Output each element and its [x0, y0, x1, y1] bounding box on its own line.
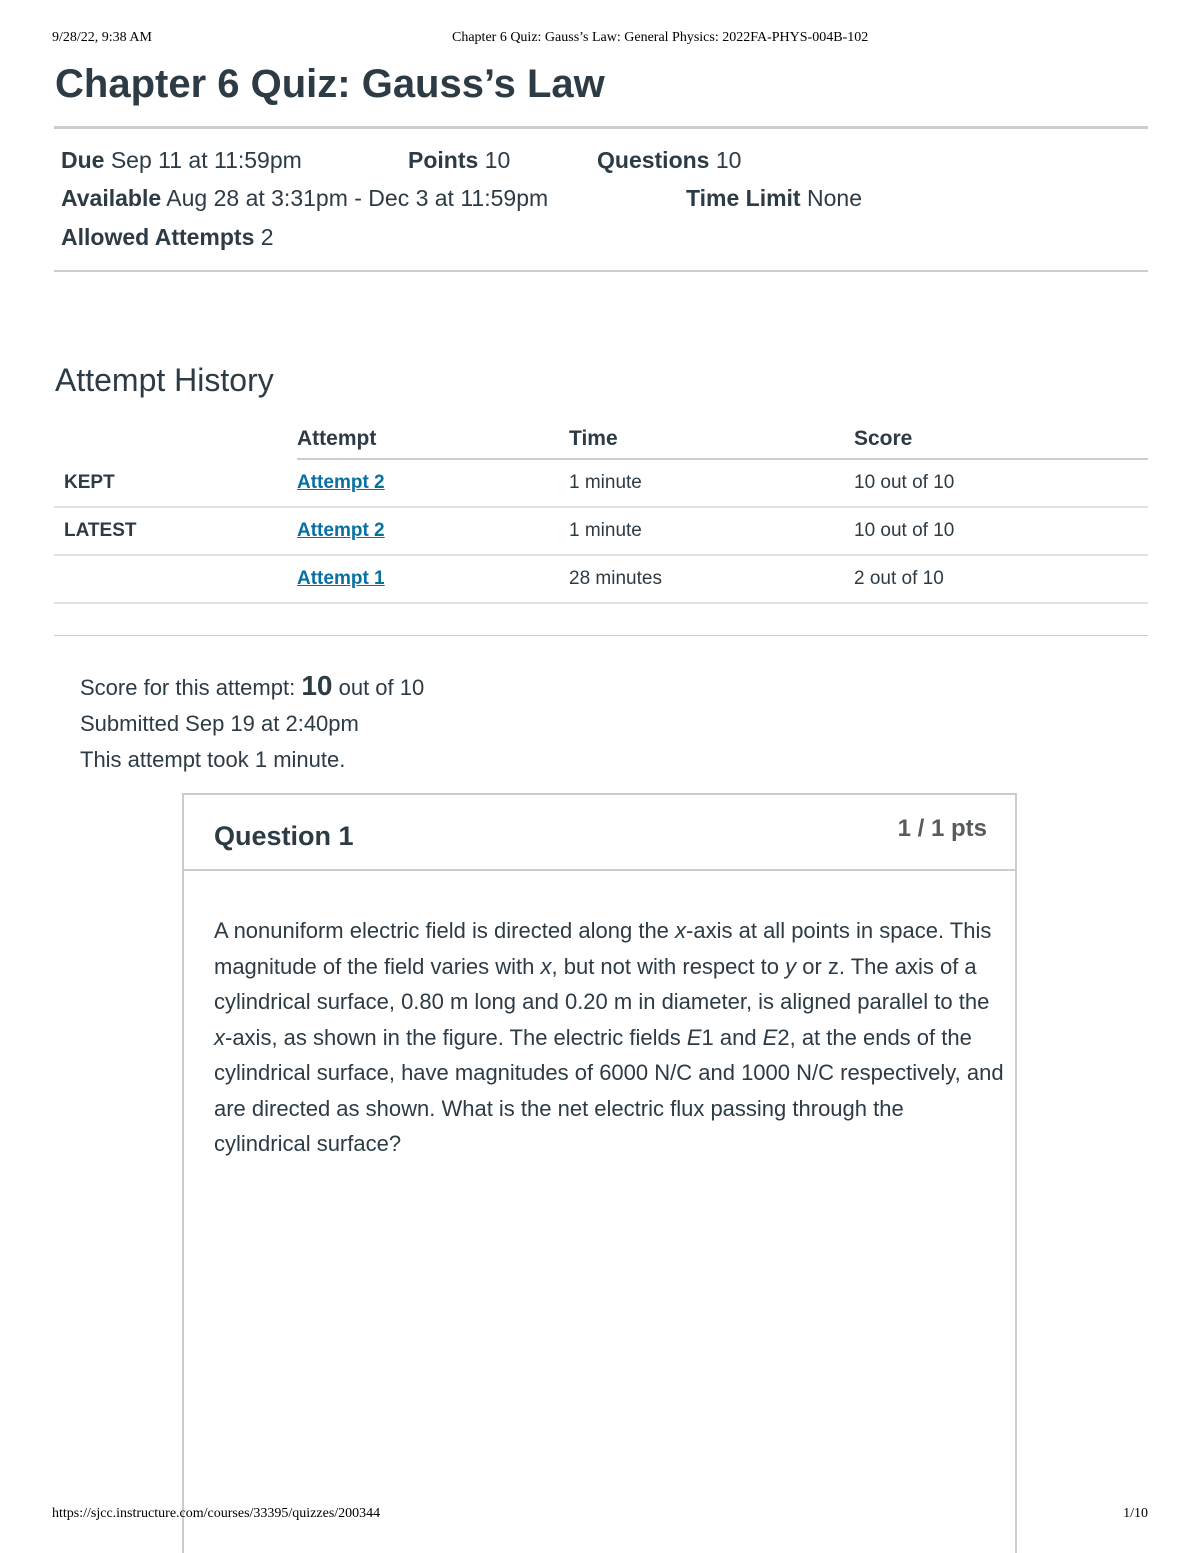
column-header-attempt: Attempt — [297, 420, 569, 459]
attempt-link[interactable]: Attempt 2 — [297, 472, 385, 493]
print-header — [52, 30, 1148, 50]
attempt-time: 1 minute — [569, 459, 854, 507]
question-text: A nonuniform electric field is directed along the x-axis at all points in space. This magnitude of the field varies with x, but not with respect to y or z. The axis of a cylindrical surface, 0.80 m long and 0.20 m in diameter, is aligned parallel to the x-axis, as shown in the figure. The electric fields E1 and E2, at the ends of the cylindrical surface, have magnitudes of 6000 N/C and 1000 N/C respectively, and are directed as shown. What is the net electric flux passing through the cylindrical surface? — [214, 918, 1004, 1156]
table-row — [54, 507, 1148, 555]
score-prefix: Score for this attempt: — [80, 675, 296, 700]
points-value: 10 — [484, 147, 511, 173]
due-value: Sep 11 at 11:59pm — [110, 147, 302, 173]
availability-info — [61, 185, 548, 212]
attempt-tag: LATEST — [54, 507, 297, 555]
points-info — [408, 147, 510, 174]
due-label: Due — [61, 147, 105, 173]
attempt-summary — [80, 668, 424, 778]
table-row — [54, 555, 1148, 603]
allowed-attempts-info — [61, 224, 274, 251]
meta-divider — [54, 270, 1148, 272]
available-value: Aug 28 at 3:31pm - Dec 3 at 11:59pm — [166, 185, 549, 211]
allowed-attempts-value: 2 — [260, 224, 274, 250]
points-label: Points — [408, 147, 479, 173]
attempt-link[interactable]: Attempt 1 — [297, 568, 385, 589]
duration-line: This attempt took 1 minute. — [80, 747, 346, 772]
attempt-score-line — [80, 668, 424, 706]
attempt-score: 10 out of 10 — [854, 507, 1148, 555]
column-header-tag — [54, 420, 297, 459]
questions-label: Questions — [597, 147, 710, 173]
time-limit-label: Time Limit — [686, 185, 801, 211]
question-header — [184, 795, 1015, 871]
table-row — [54, 459, 1148, 507]
attempt-time: 28 minutes — [569, 555, 854, 603]
time-limit-value: None — [807, 185, 862, 211]
question-title: Question 1 — [214, 821, 354, 851]
attempt-tag — [54, 555, 297, 603]
questions-value: 10 — [715, 147, 742, 173]
attempt-score: 2 out of 10 — [854, 555, 1148, 603]
allowed-attempts-label: Allowed Attempts — [61, 224, 255, 250]
time-limit-info — [686, 185, 862, 212]
attempt-history-title: Attempt History — [55, 362, 274, 398]
print-url: https://sjcc.instructure.com/courses/33395/quizzes/200344 — [52, 1506, 381, 1521]
attempt-tag: KEPT — [54, 459, 297, 507]
questions-info — [597, 147, 741, 174]
print-date: 9/28/22, 9:38 AM — [52, 30, 152, 45]
history-divider — [54, 635, 1148, 636]
submitted-line: Submitted Sep 19 at 2:40pm — [80, 711, 359, 736]
column-header-score: Score — [854, 420, 1148, 459]
print-footer — [52, 1506, 1148, 1526]
available-label: Available — [61, 185, 162, 211]
question-points: 1 / 1 pts — [897, 815, 987, 842]
page-title: Chapter 6 Quiz: Gauss’s Law — [55, 62, 605, 106]
attempt-history-table — [54, 420, 1148, 604]
attempt-link[interactable]: Attempt 2 — [297, 520, 385, 541]
due-date — [61, 147, 302, 174]
column-header-time: Time — [569, 420, 854, 459]
attempt-score: 10 out of 10 — [854, 459, 1148, 507]
score-suffix: out of 10 — [338, 675, 425, 700]
question-card — [182, 793, 1017, 1553]
table-header-row — [54, 420, 1148, 459]
attempt-time: 1 minute — [569, 507, 854, 555]
print-page-number: 1/10 — [1123, 1506, 1148, 1521]
title-divider — [54, 126, 1148, 129]
print-page-title: Chapter 6 Quiz: Gauss’s Law: General Physics: 2022FA-PHYS-004B-102 — [452, 30, 869, 45]
score-value: 10 — [301, 670, 333, 701]
